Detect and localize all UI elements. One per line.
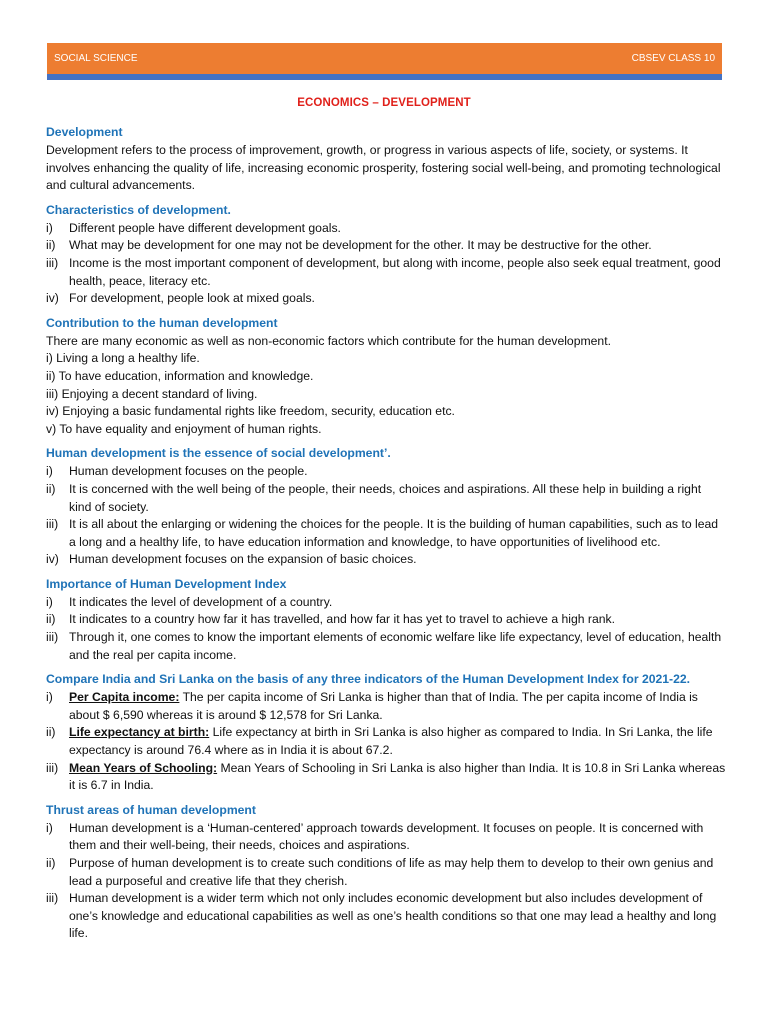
numbered-list	[46, 594, 726, 664]
list-number: ii)	[46, 238, 56, 253]
indicator-text: Life expectancy at birth in Sri Lanka is also higher as compared to India. In Sri Lanka, the life expectancy is around 76.4 where as in India it is about 67.2.	[69, 725, 713, 758]
list-line: iv) Enjoying a basic fundamental rights like freedom, security, education etc.	[46, 404, 455, 419]
list-text: It indicates the level of development of a country.	[69, 594, 333, 609]
numbered-list	[46, 689, 726, 795]
list-text	[69, 760, 726, 795]
section-importance	[46, 576, 726, 664]
list-item	[46, 890, 726, 943]
indicator-term: Per Capita income:	[69, 690, 180, 705]
list-text: It indicates to a country how far it has travelled, and how far it has yet to travel to achieve a high rank.	[69, 612, 616, 627]
numbered-list	[46, 220, 726, 308]
list-number: iv)	[46, 291, 59, 306]
indicator-text: Mean Years of Schooling in Sri Lanka is also higher than India. It is 10.8 in Sri Lanka whereas it is 6.7 in India.	[69, 760, 726, 793]
list-line: i) Living a long a healthy life.	[46, 351, 200, 366]
list-number: ii)	[46, 612, 56, 627]
indicator-term: Life expectancy at birth:	[69, 725, 210, 740]
numbered-list	[46, 463, 726, 569]
list-text: It is all about the enlarging or widening the choices for the people. It is the building of human capabilities, such as to lead a long and a healthy life, to have education information and knowledge, to have opportunities of livelihood etc.	[69, 517, 719, 549]
section-contribution	[46, 315, 726, 439]
list-number: i)	[46, 220, 53, 235]
list-text: What may be development for one may not be development for the other. It may be destructive for the other.	[69, 238, 652, 253]
list-item	[46, 551, 726, 569]
section-thrust	[46, 802, 726, 943]
list-item	[46, 689, 726, 724]
header-class: CBSEV CLASS 10	[631, 53, 715, 64]
list-line: iii) Enjoying a decent standard of living.	[46, 386, 258, 401]
list-line: ii) To have education, information and knowledge.	[46, 368, 314, 383]
list-text: Purpose of human development is to create such conditions of life as may help them to develop to their own genius and lead a purposeful and creative life that they cherish.	[69, 856, 714, 888]
list-item	[46, 220, 726, 238]
list-item	[46, 629, 726, 664]
section-heading: Thrust areas of human development	[46, 802, 256, 817]
section-development	[46, 124, 726, 195]
list-text: For development, people look at mixed goals.	[69, 291, 315, 306]
list-item	[46, 820, 726, 855]
section-heading: Compare India and Sri Lanka on the basis of any three indicators of the Human Development Index for 2021-22.	[46, 672, 691, 687]
section-compare	[46, 671, 726, 795]
section-heading: Importance of Human Development Index	[46, 576, 287, 591]
list-text	[69, 689, 726, 724]
header-divider	[47, 74, 722, 80]
list-text: Human development focuses on the expansion of basic choices.	[69, 552, 417, 567]
list-text: Human development is a ‘Human-centered’ approach towards development. It focuses on people. It is concerned with them and their well-being, their needs, choices and aspirations.	[69, 820, 704, 853]
list-text: Different people have different development goals.	[69, 220, 341, 235]
section-essence	[46, 445, 726, 569]
list-item	[46, 611, 726, 629]
indicator-text: The per capita income of Sri Lanka is higher than that of India. The per capita income of India is about $ 6,590 whereas it is around $ 12,578 for Sri Lanka.	[69, 690, 698, 722]
list-item	[46, 724, 726, 759]
numbered-list	[46, 820, 726, 943]
list-text: Through it, one comes to know the important elements of economic welfare like life expectancy, level of education, health and the real per capita income.	[69, 630, 722, 662]
list-number: ii)	[46, 481, 56, 496]
list-text: Human development focuses on the people.	[69, 464, 308, 479]
page-title: ECONOMICS – DEVELOPMENT	[297, 97, 471, 109]
list-item	[46, 463, 726, 481]
list-number: iii)	[46, 760, 59, 775]
list-number: iii)	[46, 517, 59, 532]
section-heading: Human development is the essence of social development’.	[46, 446, 391, 461]
list-number: iii)	[46, 630, 59, 645]
list-item	[46, 760, 726, 795]
paragraph: There are many economic as well as non-economic factors which contribute for the human development.	[46, 333, 611, 348]
list-number: i)	[46, 594, 53, 609]
list-item	[46, 481, 726, 516]
list-text: Human development is a wider term which not only includes economic development but also includes development of one’s knowledge and educational capabilities as well as one’s health conditions so that one may lead a healthy and long life.	[69, 891, 717, 941]
section-heading: Characteristics of development.	[46, 202, 231, 217]
section-heading: Development	[46, 125, 123, 139]
list-item	[46, 255, 726, 290]
page-header	[47, 43, 722, 74]
list-number: iii)	[46, 891, 59, 906]
section-characteristics	[46, 202, 726, 308]
indicator-term: Mean Years of Schooling:	[69, 760, 218, 775]
section-heading: Contribution to the human development	[46, 315, 278, 330]
list-item	[46, 516, 726, 551]
list-number: iv)	[46, 552, 59, 567]
list-item	[46, 237, 726, 255]
document-body	[46, 124, 726, 950]
list-text: Income is the most important component of development, but along with income, people also seek equal treatment, good health, peace, literacy etc.	[69, 255, 721, 288]
list-item	[46, 594, 726, 612]
list-number: i)	[46, 820, 53, 835]
list-number: i)	[46, 464, 53, 479]
list-text: It is concerned with the well being of the people, their needs, choices and aspirations. All these help in building a right kind of society.	[69, 481, 702, 514]
list-number: ii)	[46, 856, 56, 870]
list-line: v) To have equality and enjoyment of human rights.	[46, 421, 322, 436]
list-text	[69, 724, 726, 759]
list-item	[46, 855, 726, 890]
list-item	[46, 290, 726, 308]
list-number: i)	[46, 690, 53, 705]
list-number: ii)	[46, 725, 56, 740]
paragraph: Development refers to the process of improvement, growth, or progress in various aspects of life, society, or systems. It involves enhancing the quality of life, increasing economic prosperity, fostering social well-being, and promoting technological and cultural advancements.	[46, 143, 721, 193]
header-subject: SOCIAL SCIENCE	[54, 53, 138, 64]
list-number: iii)	[46, 255, 59, 270]
